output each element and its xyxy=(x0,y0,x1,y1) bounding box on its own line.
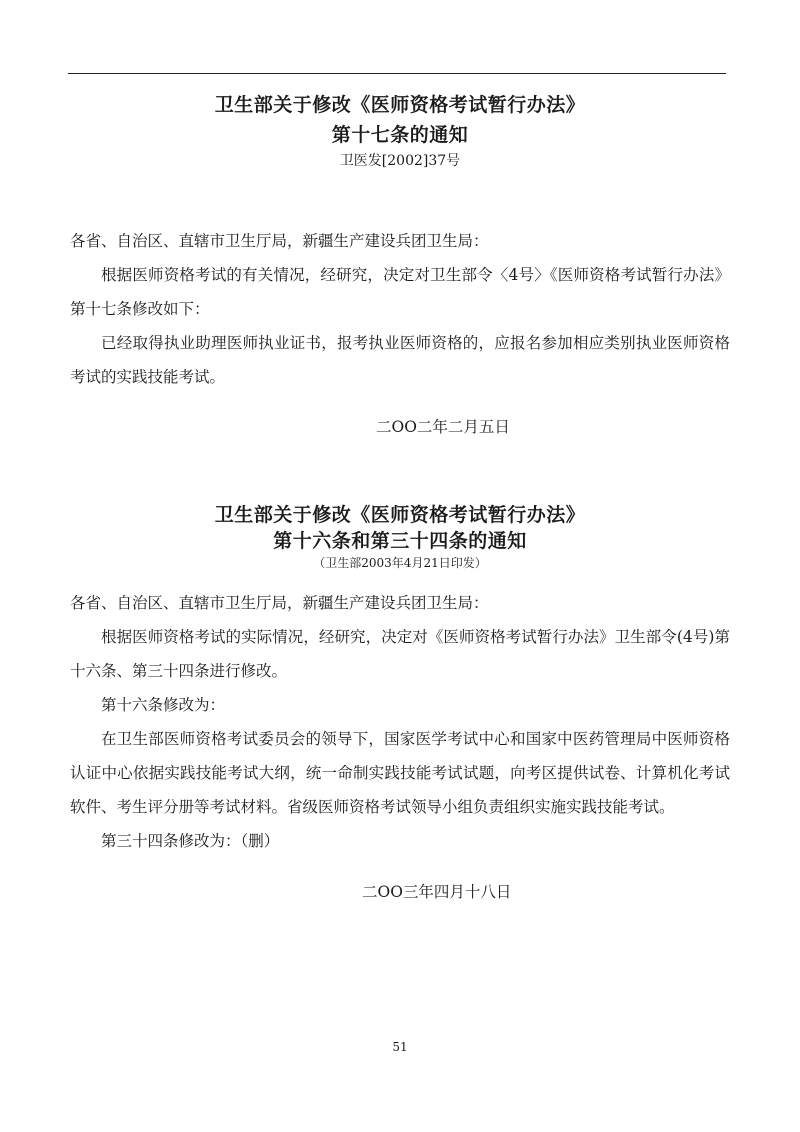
notice-1-doc-number: 卫医发[2002]37号 xyxy=(339,153,461,169)
notice-2-title-line-1: 卫生部关于修改《医师资格考试暂行办法》 xyxy=(214,504,586,526)
notice-1-paragraph-2: 已经取得执业助理医师执业证书，报考执业医师资格的，应报名参加相应类别执业医师资格考试的实践技能考试。 xyxy=(70,334,730,386)
notice-2-paragraph-2: 第十六条修改为： xyxy=(101,696,226,714)
notice-2-date: 二OO三年四月十八日 xyxy=(362,883,512,901)
notice-2-paragraph-1: 根据医师资格考试的实际情况，经研究，决定对《医师资格考试暂行办法》卫生部令(4号)第十六条、第三十四条进行修改。 xyxy=(70,628,730,680)
page-number: 51 xyxy=(392,1040,408,1054)
notice-1-addressee: 各省、自治区、直辖市卫生厅局，新疆生产建设兵团卫生局： xyxy=(70,232,489,250)
notice-2-issue-note: （卫生部2003年4月21日印发） xyxy=(313,556,487,570)
notice-1-heading xyxy=(70,92,730,170)
notice-2-title-line-2: 第十六条和第三十四条的通知 xyxy=(273,530,527,552)
notice-2-paragraph-3: 在卫生部医师资格考试委员会的领导下，国家医学考试中心和国家中医药管理局中医师资格认证中心依据实践技能考试大纲，统一命制实践技能考试试题，向考区提供试卷、计算机化考试软件、考生评分册等考试材料。省级医师资格考试领导小组负责组织实施实践技能考试。 xyxy=(70,730,730,816)
notice-2-heading xyxy=(70,502,730,572)
notice-1-paragraph-1: 根据医师资格考试的有关情况，经研究，决定对卫生部令〈4号〉《医师资格考试暂行办法》第十七条修改如下： xyxy=(70,266,730,318)
notice-1-title-line-2: 第十七条的通知 xyxy=(331,124,469,146)
notice-2-addressee: 各省、自治区、直辖市卫生厅局，新疆生产建设兵团卫生局： xyxy=(70,594,489,612)
notice-2-body xyxy=(70,586,730,858)
notice-1-body xyxy=(70,224,730,394)
notice-2-paragraph-4: 第三十四条修改为：（删） xyxy=(101,832,280,850)
notice-1-title-line-1: 卫生部关于修改《医师资格考试暂行办法》 xyxy=(214,94,586,116)
notice-1-date: 二OO二年二月五日 xyxy=(376,418,510,436)
header-rule xyxy=(68,73,726,74)
